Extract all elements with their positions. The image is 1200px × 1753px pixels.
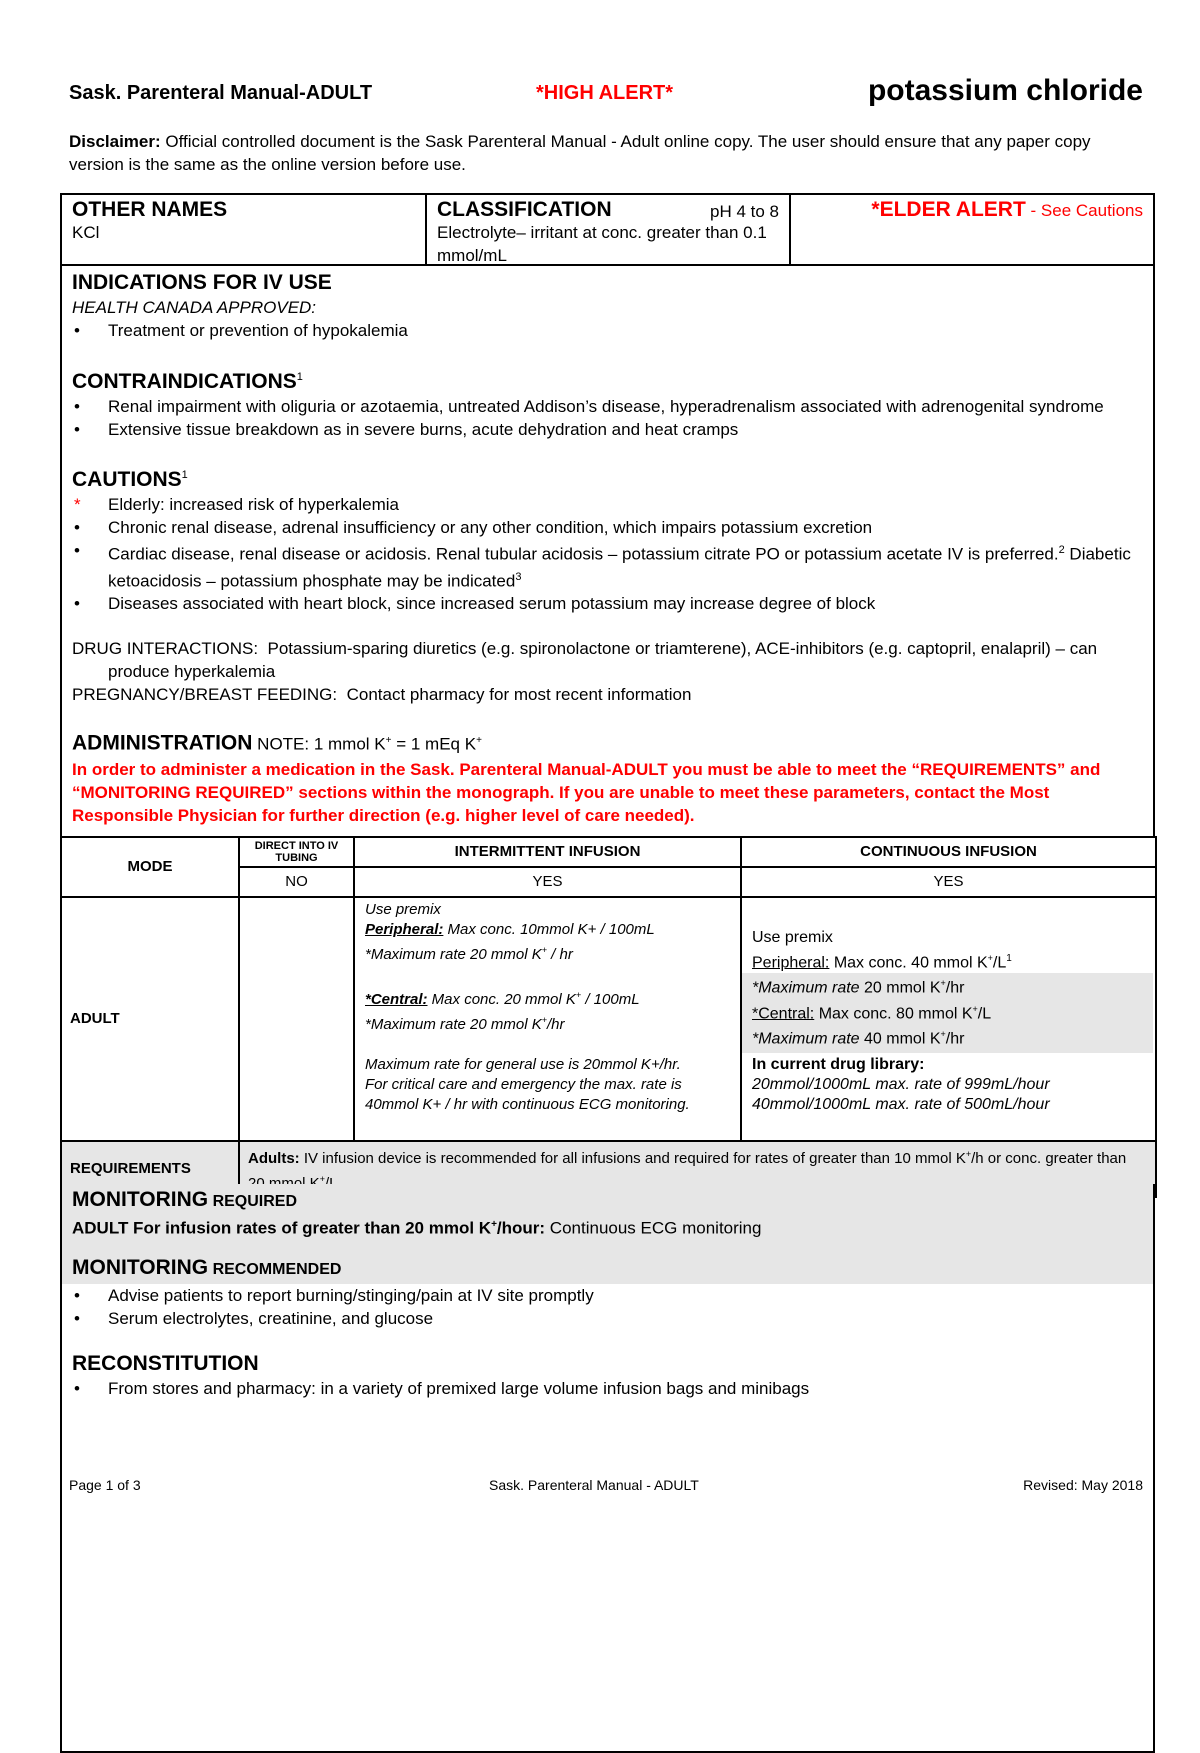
- rate-italic: *Maximum rate: [752, 1030, 865, 1048]
- list-item: • Treatment or prevention of hypokalemia: [72, 319, 1153, 342]
- list-item: • Serum electrolytes, creatinine, and glucose: [72, 1307, 1153, 1330]
- monitoring-adult-tail: /hour:: [496, 1218, 546, 1238]
- critical-rate: For critical care and emergency the max. rate is 40mmol K+ / hr with continuous ECG monitoring.: [365, 1076, 690, 1113]
- page-number: Page 1 of 3: [69, 1477, 141, 1493]
- reference-mark: 1: [1006, 953, 1012, 964]
- elder-alert-link[interactable]: See Cautions: [1040, 201, 1143, 220]
- direct-header: DIRECT INTO IV TUBING: [239, 837, 354, 867]
- disclaimer: [69, 130, 1139, 176]
- rate-highlight: [742, 973, 1153, 1053]
- caution-text-tail: Diabetic ketoacidosis – potassium phosphate may be indicated: [108, 544, 1131, 591]
- high-alert-label: *HIGH ALERT*: [536, 82, 674, 104]
- other-names-title: OTHER NAMES: [72, 198, 228, 221]
- direct-value: NO: [239, 867, 354, 897]
- contraindications-title: [72, 364, 1153, 395]
- revised-date: Revised: May 2018: [1023, 1477, 1143, 1493]
- administration-warning: In order to administer a medication in the Sask. Parenteral Manual-ADULT you must be able to meet the “REQUIREMENTS” and “MONITORING REQUIRED” sections within the monograph. If you are unable to meet these parameters, contact the Most Responsible Physician for further direction (e.g. higher level of care needed).: [72, 759, 1101, 825]
- pregnancy-label: PREGNANCY/BREAST FEEDING:: [72, 685, 338, 705]
- summary-row: [60, 193, 1155, 266]
- direct-adult-cell: [239, 897, 354, 1141]
- list-item: • Advise patients to report burning/stinging/pain at IV site promptly: [72, 1284, 1153, 1307]
- monitoring-adult-label: ADULT For infusion rates of greater than 20 mmol K: [72, 1218, 492, 1238]
- monograph-body: [60, 264, 1155, 836]
- administration-note-mid: = 1 mEq K: [391, 734, 477, 754]
- page-footer: [69, 1477, 1143, 1493]
- monitoring-title-big: MONITORING: [72, 1255, 209, 1279]
- superscript: +: [476, 735, 482, 747]
- list-item: * Elderly: increased risk of hyperkalemia: [72, 493, 1153, 516]
- rate-tail: / hr: [546, 946, 573, 963]
- monitoring-required-block: [62, 1184, 1153, 1284]
- reference-mark: 1: [181, 469, 188, 481]
- drug-interactions-text: Potassium-sparing diuretics (e.g. spironolactone or triamterene), ACE-inhibitors (e.g. captopril, enalapril) – can produce hyperkalemia: [108, 639, 1098, 682]
- list-item: • Renal impairment with oliguria or azotaemia, untreated Addison’s disease, hyperadrenalism associated with adrenogenital syndrome: [72, 395, 1153, 418]
- central-line: *Central: Max conc. 20 mmol K+ / 100mL: [365, 990, 640, 1008]
- superscript: +: [385, 735, 392, 747]
- continuous-value: YES: [741, 867, 1156, 897]
- monitoring-recommended-title: [72, 1254, 1153, 1281]
- elder-alert-cell: [791, 195, 1153, 264]
- contraindications-list: [72, 395, 1153, 441]
- contraindications-heading: CONTRAINDICATIONS: [72, 370, 297, 393]
- requirements-adults: Adults:: [248, 1150, 300, 1167]
- footer-manual: Sask. Parenteral Manual - ADULT: [489, 1477, 699, 1493]
- library-line-2: 40mmol/1000mL max. rate of 500mL/hour: [752, 1096, 1050, 1114]
- rate-italic: *Maximum rate: [752, 979, 865, 997]
- intermittent-value: YES: [354, 867, 741, 897]
- rate-text: *Maximum rate 20 mmol K: [365, 1016, 542, 1033]
- disclaimer-label: Disclaimer:: [69, 132, 161, 151]
- peripheral-label: Peripheral:: [365, 921, 444, 938]
- central-rate: *Maximum rate 20 mmol K+/hr: [365, 1015, 565, 1033]
- peripheral-text: Max conc. 10mmol K+ / 100mL: [443, 921, 655, 938]
- use-premix: Use premix: [752, 929, 833, 946]
- central-tail: / 100mL: [581, 991, 640, 1008]
- peripheral-rate: *Maximum rate 20 mmol K+/hr: [752, 978, 965, 997]
- central-label: *Central:: [365, 991, 428, 1008]
- peripheral-text: Max conc. 40 mmol K: [829, 954, 988, 972]
- central-label: *Central:: [752, 1004, 815, 1022]
- reconstitution-list: [72, 1377, 1153, 1400]
- use-premix: Use premix: [365, 901, 441, 918]
- peripheral-line: [365, 920, 732, 940]
- elder-alert-sep: -: [1025, 201, 1041, 220]
- monitoring-title-small: RECOMMENDED: [208, 1260, 342, 1278]
- indications-list: [72, 319, 1153, 342]
- administration-title: [72, 727, 1153, 758]
- rate-tail: /hr: [945, 1030, 965, 1048]
- administration-note: NOTE: 1 mmol K: [257, 734, 386, 754]
- drug-interactions: [72, 637, 1153, 683]
- elder-alert-title: *ELDER ALERT: [871, 198, 1026, 221]
- list-item: • From stores and pharmacy: in a variety of premixed large volume infusion bags and minibags: [72, 1377, 1153, 1400]
- disclaimer-text: Official controlled document is the Sask Parenteral Manual - Adult online copy. The user should ensure that any paper copy version is the same as the online version before use.: [69, 132, 1091, 174]
- pregnancy-text: Contact pharmacy for most recent information: [346, 685, 692, 705]
- continuous-header: CONTINUOUS INFUSION: [741, 837, 1156, 867]
- administration-heading: ADMINISTRATION: [72, 731, 253, 755]
- mode-table: [60, 836, 1157, 1198]
- monitoring-adult-text: Continuous ECG monitoring: [545, 1218, 762, 1238]
- requirements-text-2: /h or conc. greater than: [971, 1150, 1127, 1167]
- intermittent-header: INTERMITTENT INFUSION: [354, 837, 741, 867]
- pregnancy: [72, 683, 1153, 706]
- peripheral-rate: *Maximum rate 20 mmol K+ / hr: [365, 945, 573, 963]
- monitoring-title-big: MONITORING: [72, 1188, 209, 1211]
- requirements-label: REQUIREMENTS: [61, 1141, 239, 1197]
- peripheral-label: Peripheral:: [752, 954, 830, 972]
- list-item: [72, 539, 1153, 592]
- central-line: *Central: Max conc. 80 mmol K+/L: [752, 1003, 992, 1022]
- rate-text: *Maximum rate 20 mmol K: [365, 946, 542, 963]
- peripheral-tail: /L: [992, 954, 1007, 972]
- monitoring-required-title: [72, 1184, 1153, 1213]
- reconstitution-title: RECONSTITUTION: [72, 1352, 259, 1375]
- rate-tail: /hr: [945, 979, 965, 997]
- rate-text: 20 mmol K: [864, 979, 941, 997]
- cautions-heading: CAUTIONS: [72, 468, 182, 491]
- indications-title: INDICATIONS FOR IV USE: [72, 271, 332, 294]
- peripheral-line: Peripheral: Max conc. 40 mmol $K^+/L^1$: [752, 953, 1012, 972]
- library-label: In current drug library:: [752, 1056, 925, 1074]
- drug-interactions-label: DRUG INTERACTIONS:: [72, 639, 259, 659]
- mode-header: MODE: [61, 837, 239, 897]
- monitoring-recommended-list: [72, 1284, 1153, 1330]
- classification-title: CLASSIFICATION: [437, 198, 612, 221]
- cautions-list: [72, 493, 1153, 615]
- drug-name: potassium chloride: [867, 74, 1143, 107]
- central-text: Max conc. 20 mmol K: [427, 991, 576, 1008]
- manual-title: Sask. Parenteral Manual-ADULT: [69, 82, 373, 104]
- classification-cell: [427, 195, 791, 264]
- monitoring-title-small: REQUIRED: [208, 1193, 298, 1210]
- general-rate: Maximum rate for general use is 20mmol K+/hr.: [365, 1056, 681, 1073]
- page-header: [69, 74, 1143, 108]
- cautions-title: [72, 462, 1153, 493]
- adult-label: ADULT: [61, 897, 239, 1141]
- monitoring-required-text: ADULT For infusion rates of greater than 20 mmol K+/hour: Continuous ECG monitoring: [72, 1218, 762, 1238]
- intermittent-adult-cell: [354, 897, 741, 1141]
- list-item: • Extensive tissue breakdown as in severe burns, acute dehydration and heat cramps: [72, 418, 1153, 441]
- other-names-cell: [62, 195, 427, 264]
- other-names-value: KCl: [72, 223, 100, 242]
- indications-subtitle: HEALTH CANADA APPROVED:: [72, 298, 317, 317]
- requirements-text: Adults: IV infusion device is recommended for all infusions and required for rates of greater than 10 mmol K+/h or conc. greater than +: [239, 1141, 1156, 1197]
- reference-mark: 3: [515, 570, 522, 583]
- reference-mark: 1: [296, 371, 303, 383]
- continuous-adult-cell: [741, 897, 1156, 1141]
- rate-text: 40 mmol K: [864, 1030, 941, 1048]
- rate-tail: /hr: [546, 1016, 565, 1033]
- central-tail: /L: [977, 1004, 992, 1022]
- classification-value: Electrolyte– irritant at conc. greater than 0.1 mmol/mL: [437, 223, 767, 265]
- central-rate: *Maximum rate 40 mmol K+/hr: [752, 1028, 965, 1048]
- library-line-1: 20mmol/1000mL max. rate of 999mL/hour: [752, 1076, 1050, 1094]
- central-text: Max conc. 80 mmol K: [814, 1004, 973, 1022]
- list-item: • Diseases associated with heart block, since increased serum potassium may increase degree of block: [72, 592, 1153, 615]
- monitoring-section: [60, 1184, 1155, 1753]
- reference-mark: 2: [1058, 544, 1065, 556]
- requirements-text-1: IV infusion device is recommended for all infusions and required for rates of greater than 10 mmol K: [299, 1150, 966, 1167]
- caution-text: Cardiac disease, renal disease or acidosis. Renal tubular acidosis – potassium citrate PO or potassium acetate IV is preferred.: [108, 544, 1059, 564]
- list-item: • Chronic renal disease, adrenal insufficiency or any other condition, which impairs potassium excretion: [72, 516, 1153, 539]
- ph-range: pH 4 to 8: [710, 202, 779, 221]
